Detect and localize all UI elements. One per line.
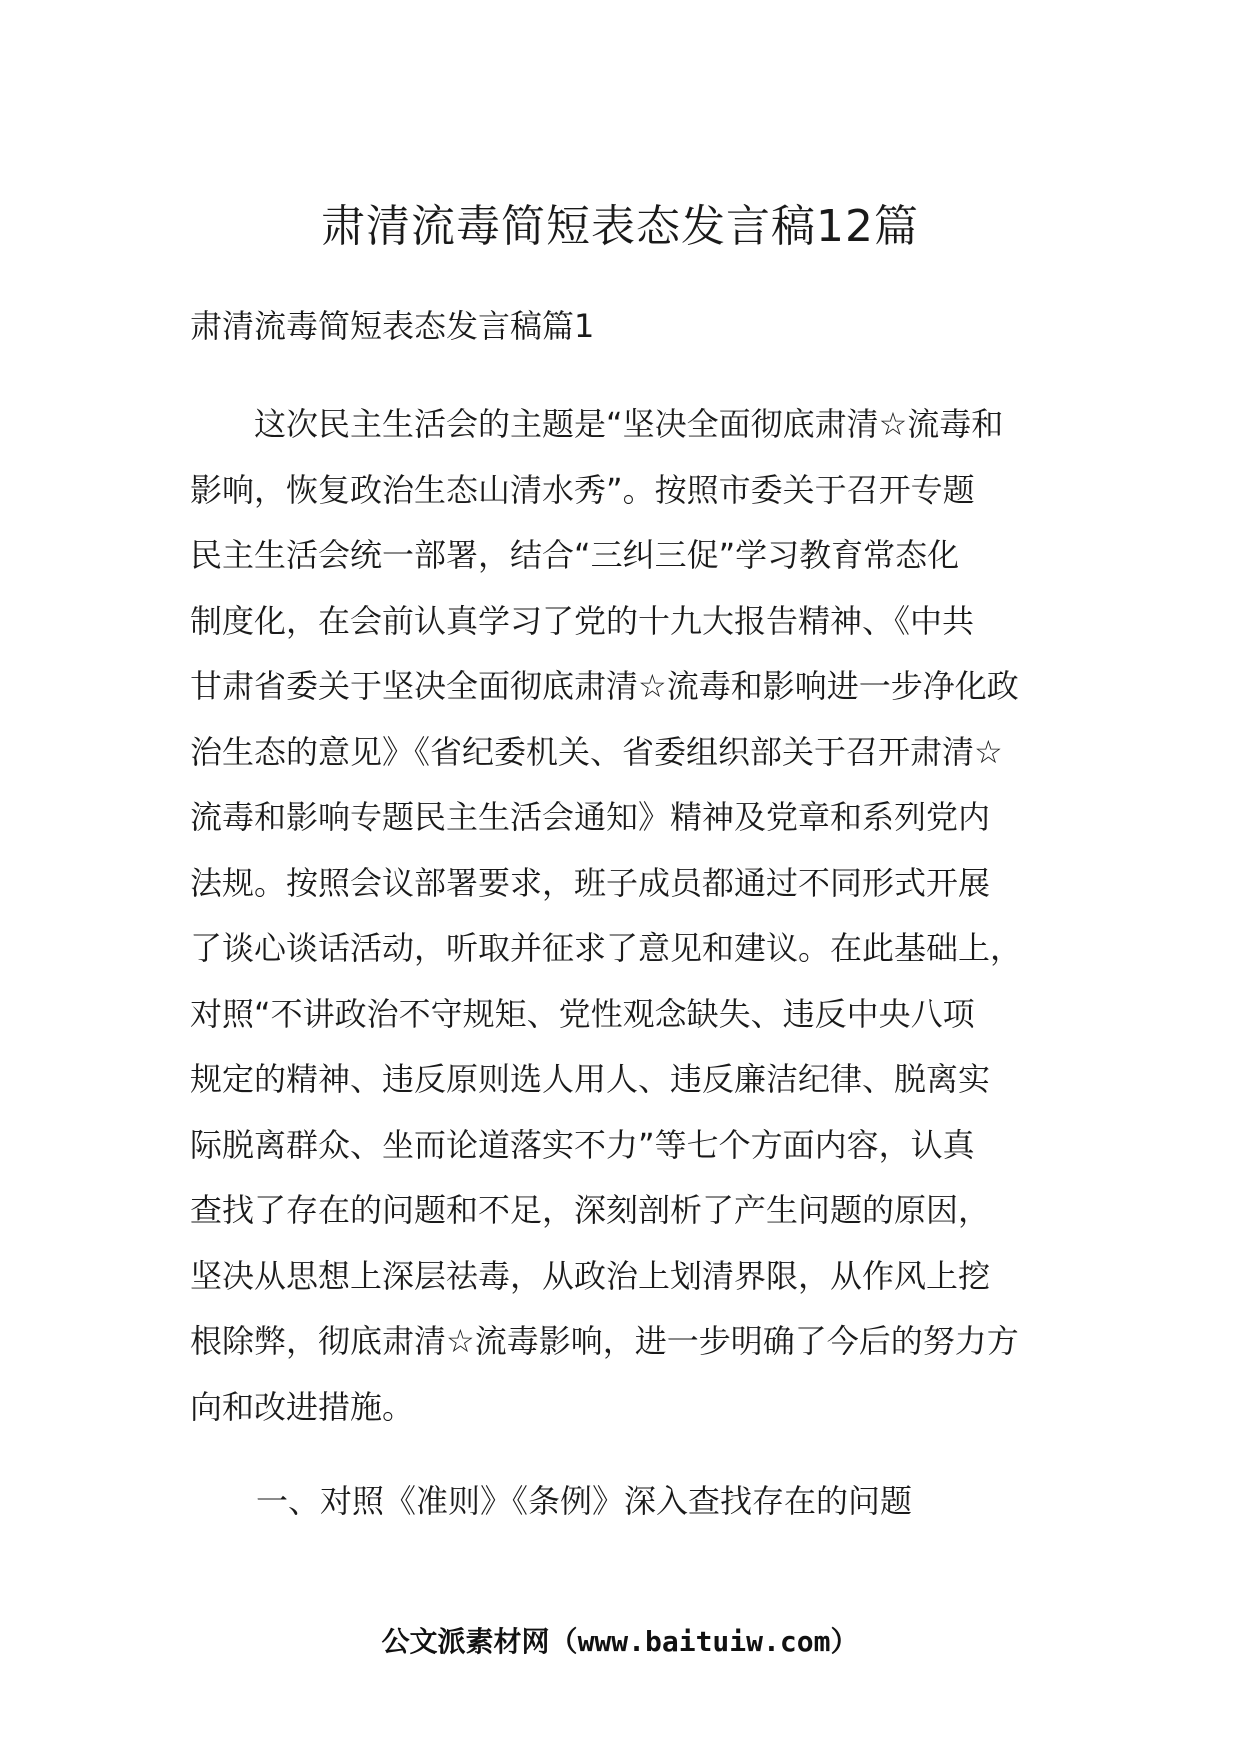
paragraph-line: 这次民主生活会的主题是“坚决全面彻底肃清☆流毒和 (190, 405, 1004, 443)
paragraph-line: 对照“不讲政治不守规矩、党性观念缺失、违反中央八项 (190, 994, 975, 1033)
paragraph-line: 制度化，在会前认真学习了党的十九大报告精神、《中共 (190, 601, 975, 640)
paragraph-line: 影响，恢复政治生态山清水秀”。按照市委关于召开专题 (190, 470, 975, 509)
paragraph-line: 规定的精神、违反原则选人用人、违反廉洁纪律、脱离实 (190, 1060, 991, 1098)
paragraph-line: 民主生活会统一部署，结合“三纠三促”学习教育常态化 (190, 536, 960, 574)
paragraph-line: 治生态的意见》《省纪委机关、省委组织部关于召开肃清☆ (190, 732, 1003, 771)
paragraph-line: 坚决从思想上深层祛毒，从政治上划清界限，从作风上挖 (190, 1256, 991, 1295)
subsection-heading: 一、对照《准则》《条例》深入查找存在的问题 (256, 1482, 913, 1520)
paragraph-line: 际脱离群众、坐而论道落实不力”等七个方面内容，认真 (190, 1125, 975, 1164)
paragraph-line: 查找了存在的问题和不足，深刻剖析了产生问题的原因， (190, 1191, 991, 1229)
paragraph-line: 根除弊，彻底肃清☆流毒影响，进一步明确了今后的努力方 (190, 1322, 1019, 1360)
paragraph-line: 流毒和影响专题民主生活会通知》精神及党章和系列党内 (190, 798, 991, 836)
paragraph-line: 向和改进措施。 (190, 1387, 415, 1426)
paragraph-line: 了谈心谈话活动，听取并征求了意见和建议。在此基础上， (190, 929, 1023, 967)
footer-open-paren: （ (549, 1625, 578, 1658)
footer-url: www.baituiw.com (577, 1625, 831, 1658)
footer-watermark (0, 1620, 1240, 1664)
section-heading: 肃清流毒简短表态发言稿篇1 (190, 307, 595, 345)
paragraph-line: 法规。按照会议部署要求，班子成员都通过不同形式开展 (190, 863, 991, 902)
footer-close-paren: ） (830, 1625, 859, 1658)
body-paragraph (190, 392, 1070, 1440)
paragraph-line: 甘肃省委关于坚决全面彻底肃清☆流毒和影响进一步净化政 (190, 667, 1019, 705)
document-title: 肃清流毒简短表态发言稿12篇 (321, 201, 919, 252)
footer-site-name: 公文派素材网 (381, 1625, 550, 1658)
